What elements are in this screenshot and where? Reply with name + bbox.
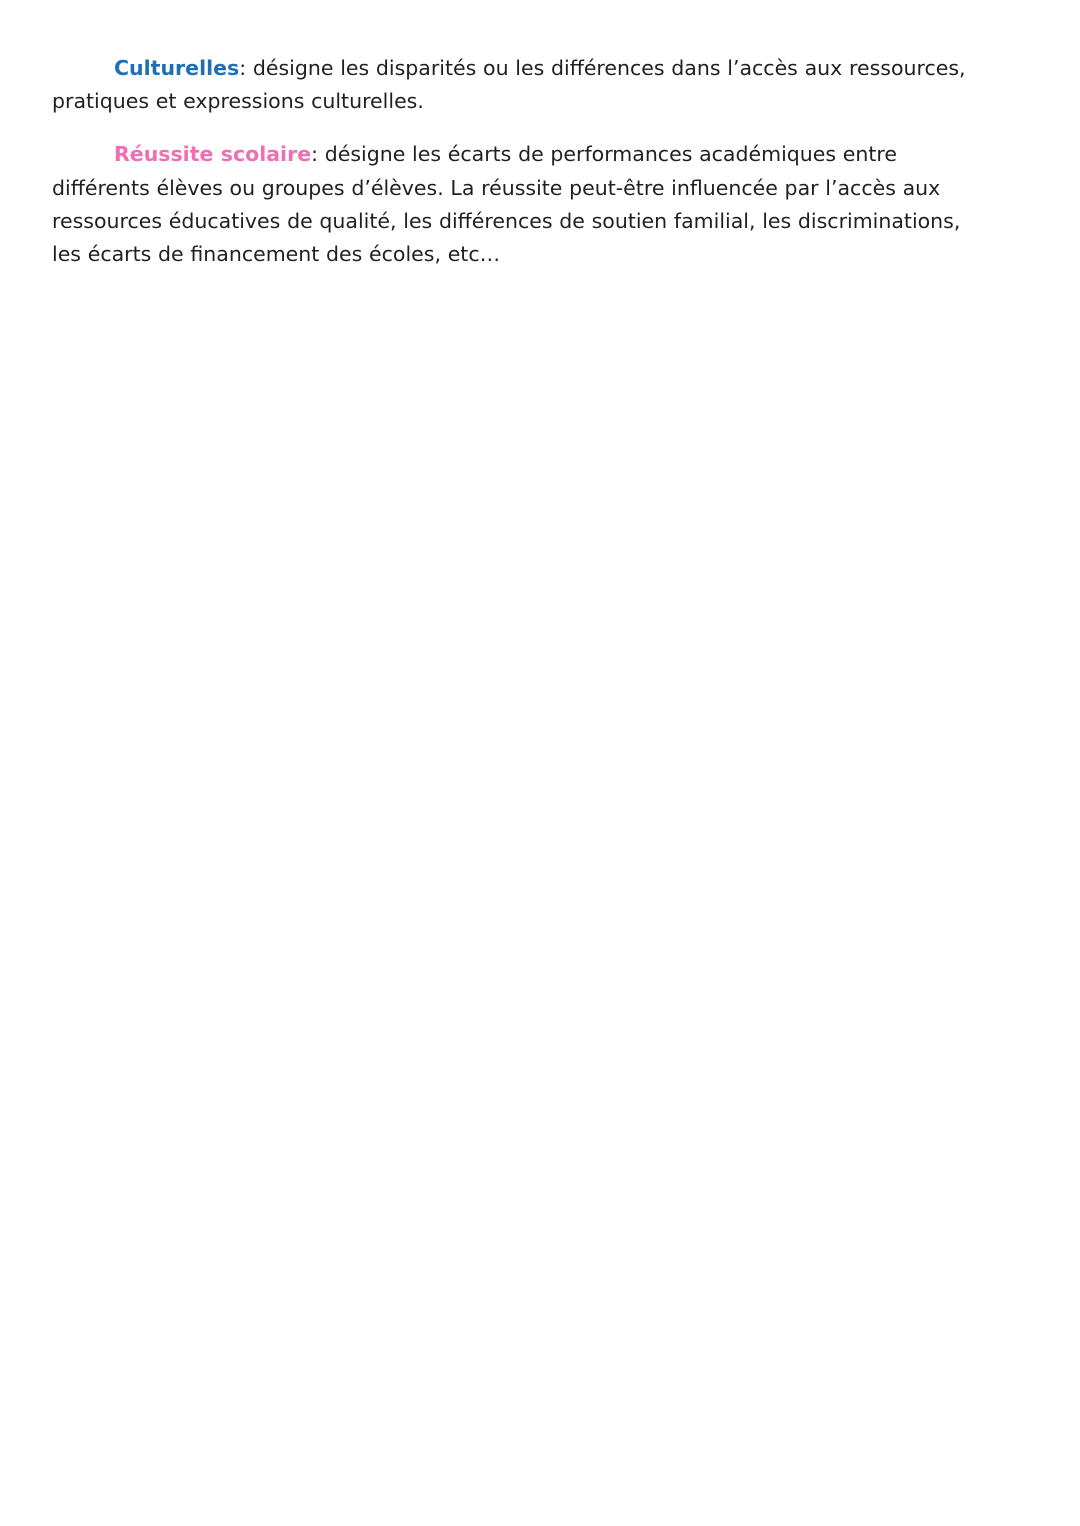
document-content (52, 52, 984, 291)
term-reussite-scolaire: Réussite scolaire (114, 142, 312, 167)
definition-culturelles: : désigne les disparités ou les différences dans l’accès aux ressources, pratiques et expressions culturelles. (52, 56, 966, 114)
definition-reussite-scolaire: : désigne les écarts de performances académiques entre différents élèves ou groupes d’élèves. La réussite peut-être influencée par l’accès aux ressources éducatives de qualité, les différences de soutien familial, les discriminations, les écarts de financement des écoles, etc… (52, 142, 961, 267)
paragraph-culturelles (52, 52, 984, 118)
term-culturelles: Culturelles (114, 56, 240, 80)
paragraph-reussite-scolaire (52, 138, 984, 271)
